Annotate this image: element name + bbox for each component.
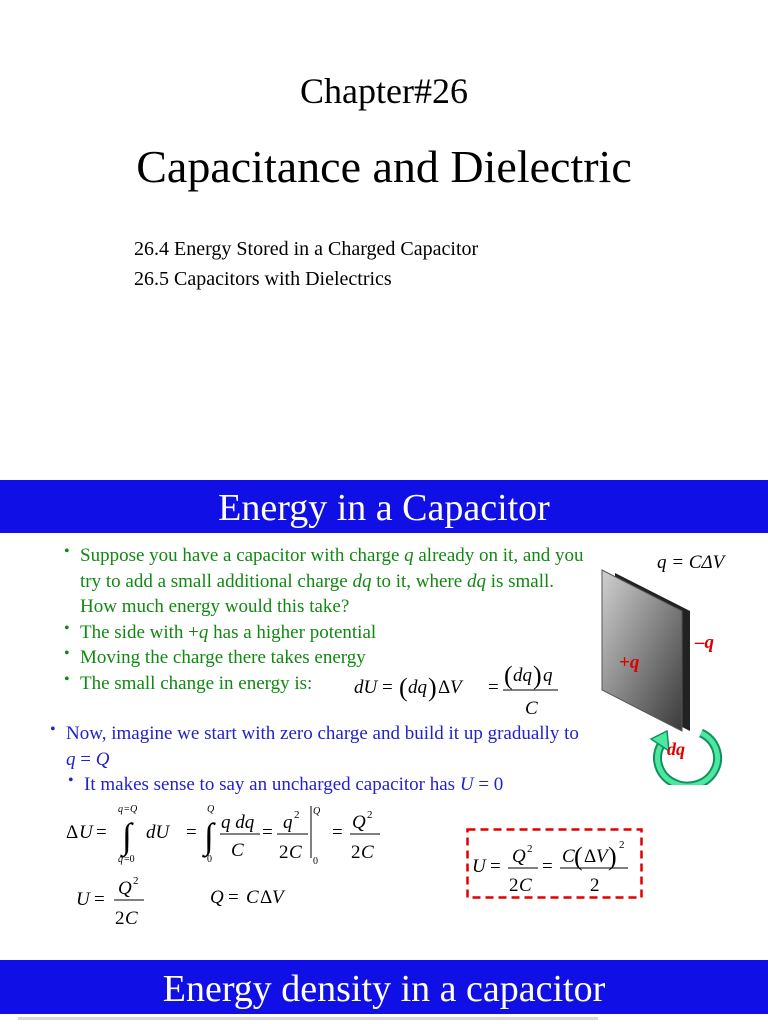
- svg-text:Q: Q: [512, 846, 526, 867]
- capacitor-diagram: [595, 545, 760, 785]
- svg-text:Δ: Δ: [438, 677, 451, 698]
- blue-sub-bullet: [68, 772, 503, 798]
- svg-text:2: 2: [279, 842, 289, 863]
- section-item: 26.5 Capacitors with Dielectrics: [134, 268, 392, 290]
- svg-text:=: =: [542, 856, 553, 877]
- slide-banner: Energy density in a capacitor: [0, 960, 768, 1014]
- svg-text:2: 2: [367, 809, 373, 821]
- svg-text:Q: Q: [313, 806, 321, 817]
- svg-text:=: =: [262, 822, 273, 843]
- svg-text:U: U: [76, 889, 90, 910]
- bullet-item: • Now, imagine we start with zero charge and build it up gradually to q = Q: [50, 721, 590, 772]
- energy-result-equation: [74, 870, 164, 930]
- bullet-dot-icon: •: [64, 670, 70, 688]
- dq-label: dq: [667, 739, 685, 759]
- charge-relation-equation: [208, 882, 298, 912]
- svg-text:(: (: [399, 673, 408, 702]
- boxed-energy-formula: [466, 828, 644, 900]
- svg-text:2: 2: [527, 843, 533, 855]
- front-plate: [602, 570, 682, 731]
- svg-text:U: U: [79, 822, 93, 843]
- svg-text:q: q: [543, 665, 553, 686]
- svg-text:2: 2: [351, 842, 361, 863]
- svg-text:=: =: [382, 677, 393, 698]
- svg-text:0: 0: [313, 856, 318, 867]
- svg-text:q: q: [283, 812, 293, 833]
- integral-equation: [62, 800, 392, 870]
- svg-text:): ): [533, 661, 542, 690]
- svg-text:): ): [428, 673, 437, 702]
- svg-text:C: C: [519, 875, 532, 896]
- svg-text:2: 2: [294, 809, 300, 821]
- svg-text:=: =: [490, 856, 501, 877]
- svg-text:Δ: Δ: [260, 887, 273, 908]
- svg-text:dU: dU: [354, 677, 378, 698]
- svg-text:=: =: [186, 822, 197, 843]
- svg-text:C: C: [125, 908, 138, 929]
- slide-title: Capacitance and Dielectric: [136, 141, 632, 192]
- svg-text:V: V: [596, 846, 608, 867]
- svg-text:Q: Q: [207, 804, 215, 815]
- bullet-dot-icon: •: [68, 772, 74, 789]
- bullet-dot-icon: •: [64, 619, 70, 637]
- svg-text:q: q: [118, 854, 123, 865]
- svg-text:Q: Q: [210, 887, 224, 908]
- svg-text:q dq: q dq: [221, 812, 255, 833]
- svg-text:=: =: [124, 804, 130, 815]
- svg-text:=: =: [94, 889, 105, 910]
- chapter-heading: Chapter#26: [300, 71, 468, 111]
- bullet-dot-icon: •: [50, 721, 56, 738]
- svg-text:C: C: [525, 698, 538, 719]
- svg-text:C: C: [361, 842, 374, 863]
- svg-text:U: U: [472, 856, 486, 877]
- svg-text:0: 0: [207, 854, 212, 865]
- bullet-item: • Suppose you have a capacitor with charge q already on it, and you try to add a small additional charge dq to it, where dq is small. How much energy would this take?: [64, 543, 584, 620]
- svg-text:V: V: [272, 887, 284, 908]
- svg-text:=: =: [332, 822, 343, 843]
- bullet-item: • It makes sense to say an uncharged capacitor has U = 0: [68, 772, 503, 798]
- bullet-item: • Moving the charge there takes energy: [64, 645, 584, 671]
- bullet-item: • The side with +q has a higher potential: [64, 620, 584, 646]
- energy-change-equation: [352, 660, 572, 720]
- svg-text:): ): [608, 842, 617, 871]
- svg-text:=: =: [228, 887, 239, 908]
- svg-text:Q: Q: [130, 804, 138, 815]
- svg-text:=: =: [96, 822, 107, 843]
- blue-bullet: [50, 721, 590, 772]
- svg-text:2: 2: [115, 908, 125, 929]
- svg-text:2: 2: [509, 875, 519, 896]
- charge-voltage-relation: q = CΔV: [657, 552, 725, 573]
- svg-text:(: (: [574, 842, 583, 871]
- svg-text:dq: dq: [513, 665, 532, 686]
- svg-text:C: C: [562, 846, 575, 867]
- svg-text:q: q: [118, 804, 123, 815]
- slide-divider: [18, 1017, 598, 1020]
- bullet-item: • The small change in energy is:: [64, 671, 584, 697]
- svg-text:∫: ∫: [122, 816, 132, 856]
- svg-text:∫: ∫: [204, 816, 214, 856]
- svg-text:2: 2: [133, 875, 139, 887]
- svg-text:=0: =0: [124, 854, 135, 865]
- svg-text:(: (: [504, 661, 513, 690]
- svg-text:2: 2: [590, 875, 600, 896]
- svg-text:2: 2: [619, 839, 625, 851]
- svg-text:dq: dq: [408, 677, 427, 698]
- svg-text:=: =: [488, 677, 499, 698]
- svg-text:dU: dU: [146, 822, 170, 843]
- bullet-dot-icon: •: [64, 645, 70, 662]
- minus-q-label: –q: [695, 632, 714, 653]
- svg-text:Q: Q: [118, 878, 132, 899]
- svg-text:C: C: [231, 840, 244, 861]
- svg-text:V: V: [450, 677, 462, 698]
- slide-banner: Energy in a Capacitor: [0, 480, 768, 533]
- bullet-dot-icon: •: [64, 543, 70, 560]
- plus-q-label: +q: [619, 652, 640, 673]
- section-list: [134, 234, 478, 294]
- section-item: 26.4 Energy Stored in a Charged Capacitor: [134, 238, 479, 260]
- svg-text:C: C: [246, 887, 259, 908]
- svg-text:Δ: Δ: [66, 822, 79, 843]
- svg-text:Δ: Δ: [584, 846, 597, 867]
- svg-text:C: C: [289, 842, 302, 863]
- svg-text:Q: Q: [352, 812, 366, 833]
